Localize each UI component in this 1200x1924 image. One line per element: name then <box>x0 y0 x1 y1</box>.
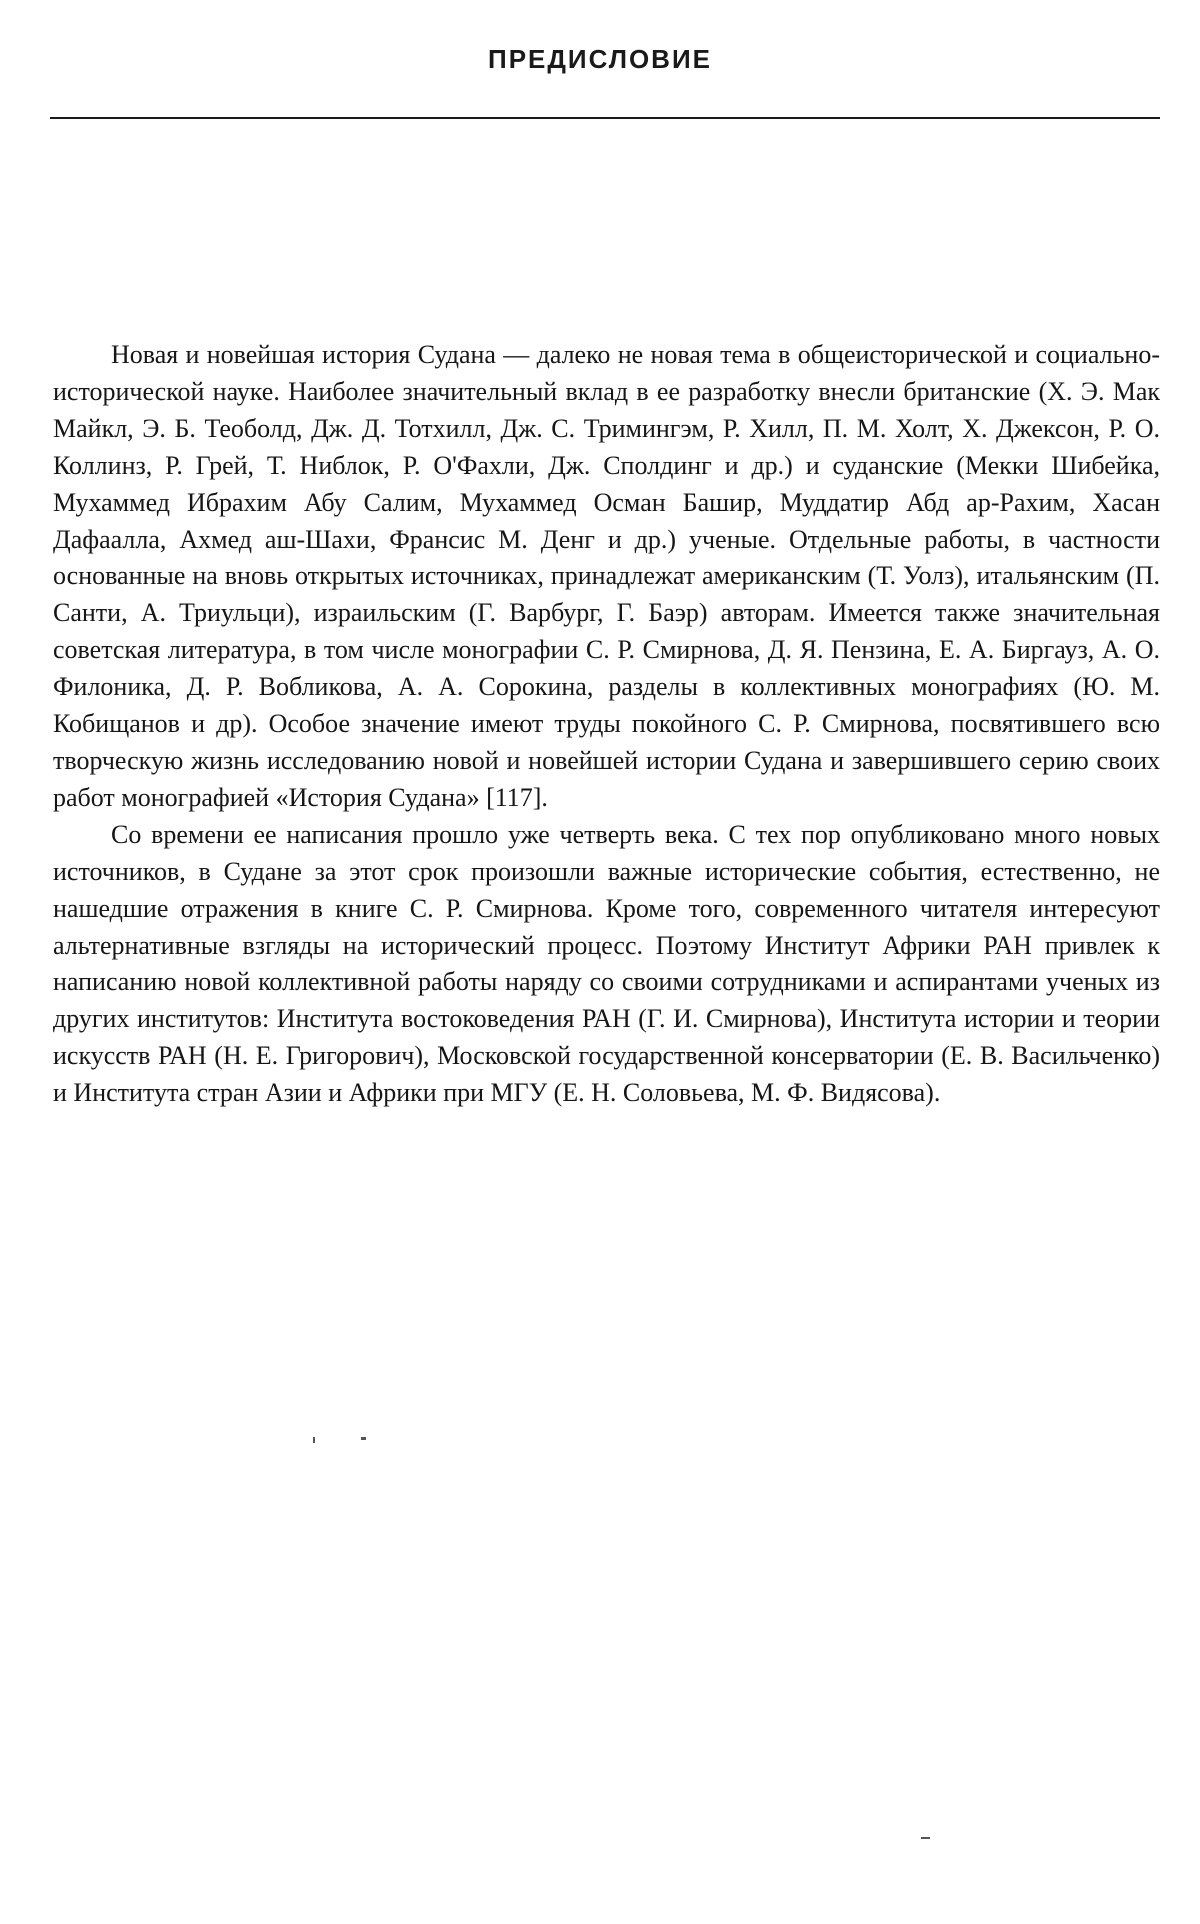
preface-body <box>53 337 1160 1112</box>
page-title: ПРЕДИСЛОВИЕ <box>488 44 712 74</box>
scan-speck <box>313 1437 315 1443</box>
scan-speck <box>921 1837 930 1839</box>
scan-speck <box>361 1437 366 1440</box>
paragraph-1: Новая и новейшая история Судана — далеко не новая тема в общеисторической и социально-исторической науке. Наиболее значительный вклад в ее разработку внесли британские (Х. Э. Мак Майкл, Э. Б. Теоболд, Дж. Д. Тотхилл, Дж. С. Тримингэм, Р. Хилл, П. М. Холт, Х. Джексон, Р. О. Коллинз, Р. Грей, Т. Ниблок, Р. О'Фахли, Дж. Сполдинг и др.) и суданские (Мекки Шибейка, Мухаммед Ибрахим Абу Салим, Мухаммед Осман Башир, Муддатир Абд ар-Рахим, Хасан Дафаалла, Ахмед аш-Шахи, Франсис М. Денг и др.) ученые. Отдельные работы, в частности основанные на вновь открытых источниках, принадлежат американским (Т. Уолз), итальянским (П. Санти, А. Триульци), израильским (Г. Варбург, Г. Баэр) авторам. Имеется также значительная советская литература, в том числе монографии С. Р. Смирнова, Д. Я. Пензина, Е. А. Биргауз, А. О. Филоника, Д. Р. Вобликова, А. А. Сорокина, разделы в коллективных монографиях (Ю. М. Кобищанов и др). Особое значение имеют труды покойного С. Р. Смирнова, посвятившего всю творческую жизнь исследованию новой и новейшей истории Судана и завершившего серию своих работ монографией «История Судана» [117]. <box>53 340 1160 812</box>
title-divider <box>50 117 1160 119</box>
paragraph-2: Со времени ее написания прошло уже четверть века. С тех пор опубликовано много новых источников, в Судане за этот срок произошли важные исторические события, естественно, не нашедшие отражения в книге С. Р. Смирнова. Кроме того, современного читателя интересуют альтернативные взгляды на исторический процесс. Поэтому Институт Африки РАН привлек к написанию новой коллективной работы наряду со своими сотрудниками и аспирантами ученых из других институтов: Института востоковедения РАН (Г. И. Смирнова), Института истории и теории искусств РАН (Н. Е. Григорович), Московской государственной консерватории (Е. В. Васильченко) и Института стран Азии и Африки при МГУ (Е. Н. Соловьева, М. Ф. Видясова). <box>53 819 1160 1108</box>
